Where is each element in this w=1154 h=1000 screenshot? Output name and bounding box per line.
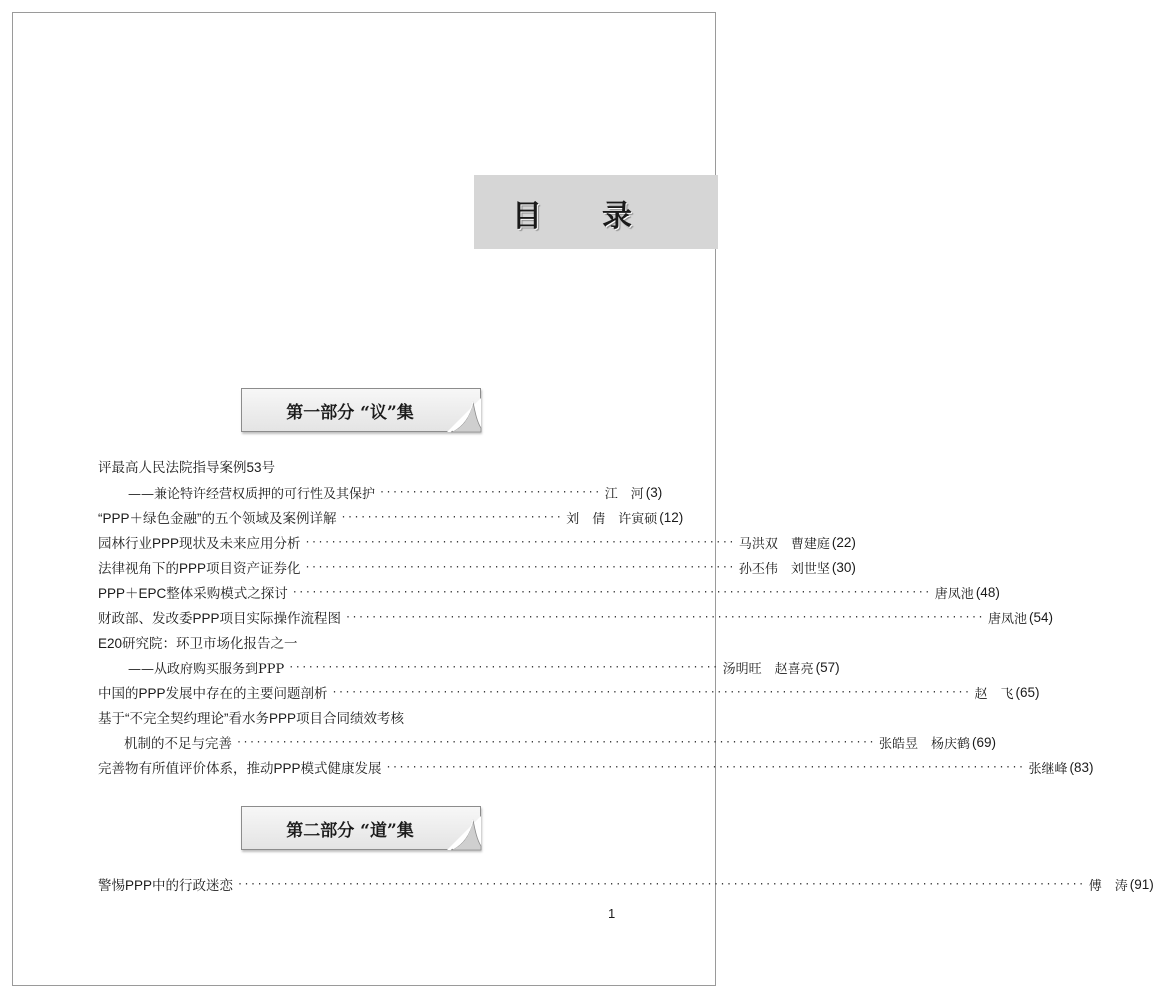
dot-leader: ··································································································	[236, 736, 876, 748]
part-header-1	[241, 388, 481, 432]
toc-entry[interactable]	[98, 706, 624, 728]
entry-page: (91)	[1129, 876, 1154, 892]
dot-leader: ··································································	[304, 536, 735, 548]
toc-entry[interactable]	[98, 581, 1000, 603]
entry-page: (12)	[659, 509, 684, 525]
entry-title: “PPP＋绿色金融”的五个领域及案例详解	[98, 511, 337, 526]
entry-title: 财政部、发改委PPP项目实际操作流程图	[98, 611, 342, 626]
entry-title: 评最高人民法院指导案例53号	[98, 460, 276, 475]
dot-leader: ··································································	[288, 661, 719, 673]
entry-author: 刘 倩 许寅硕	[566, 511, 658, 527]
entry-title: 中国的PPP发展中存在的主要问题剖析	[98, 686, 328, 701]
toc-entry[interactable]	[98, 681, 1040, 703]
toc-entry[interactable]	[98, 506, 684, 528]
toc-entry[interactable]	[128, 481, 663, 503]
toc-entry[interactable]	[98, 756, 1094, 778]
entry-author: 孙丕伟 刘世坚	[738, 561, 830, 577]
entry-author: 傅 涛	[1088, 878, 1128, 894]
part-label-2: 第二部分 “道”集	[286, 820, 414, 841]
entry-page: (48)	[975, 584, 1000, 600]
toc-entry[interactable]	[128, 656, 840, 678]
dot-leader: ··································	[340, 511, 563, 523]
entry-title: PPP＋EPC整体采购模式之探讨	[98, 586, 288, 601]
entry-page: (30)	[831, 559, 856, 575]
entry-title: ——从政府购买服务到PPP	[128, 661, 285, 677]
entry-author: 唐凤池	[934, 586, 974, 602]
toc-entry[interactable]	[98, 556, 856, 578]
toc-entry[interactable]	[98, 631, 624, 653]
entry-title: 园林行业PPP现状及未来应用分析	[98, 536, 301, 551]
entry-author: 赵 飞	[974, 686, 1014, 702]
page-curl-icon	[447, 398, 481, 432]
dot-leader: ··································································································	[331, 686, 971, 698]
page-curl-icon	[447, 816, 481, 850]
toc-entry[interactable]	[98, 606, 1054, 628]
entry-title: E20研究院：环卫市场化报告之一	[98, 636, 298, 651]
entry-author: 张继峰	[1028, 761, 1068, 777]
dot-leader: ··································································································	[345, 611, 985, 623]
entry-title: 基于“不完全契约理论”看水务PPP项目合同绩效考核	[98, 711, 405, 726]
dot-leader: ··································································································	[291, 586, 931, 598]
entry-author: 张皓昱 杨庆鹤	[879, 736, 971, 752]
part-label-1: 第一部分 “议”集	[286, 402, 414, 423]
entry-page: (54)	[1029, 609, 1054, 625]
entry-page: (65)	[1015, 684, 1040, 700]
entry-author: 唐凤池	[988, 611, 1028, 627]
dot-leader: ··································	[379, 486, 601, 498]
toc-entry[interactable]	[98, 531, 856, 553]
toc-entry[interactable]	[98, 455, 624, 477]
entry-title: 警惕PPP中的行政迷恋	[98, 878, 234, 893]
dot-leader: ··································································································	[385, 761, 1025, 773]
entry-page: (83)	[1069, 759, 1094, 775]
title-char-2: 录	[602, 199, 632, 234]
entry-page: (22)	[831, 534, 856, 550]
entry-page: (57)	[815, 659, 840, 675]
entry-page: (3)	[645, 484, 663, 500]
entry-author: 江 河	[604, 486, 644, 502]
title-char-1: 目	[512, 199, 542, 234]
entry-title: 机制的不足与完善	[124, 736, 232, 751]
entry-title: 法律视角下的PPP项目资产证券化	[98, 561, 301, 576]
entry-author: 马洪双 曹建庭	[738, 536, 830, 552]
entry-title: 完善物有所值评价体系，推动PPP模式健康发展	[98, 761, 382, 776]
dot-leader: ··································································································································	[237, 878, 1085, 890]
part-header-2	[241, 806, 481, 850]
page-number: 1	[608, 906, 616, 921]
entry-author: 汤明旺 赵喜亮	[722, 661, 814, 677]
entry-page: (69)	[972, 734, 997, 750]
toc-entry[interactable]	[124, 731, 997, 753]
toc-entry[interactable]	[98, 873, 1154, 895]
page-title	[512, 193, 632, 233]
dot-leader: ··································································	[304, 561, 735, 573]
entry-title: ——兼论特许经营权质押的可行性及其保护	[128, 486, 376, 502]
